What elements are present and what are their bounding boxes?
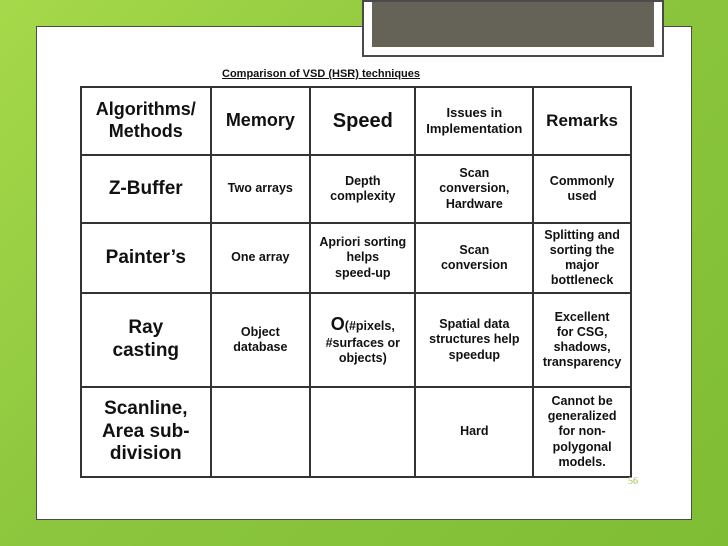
row-method: Ray casting (81, 293, 211, 387)
row-remarks: Commonly used (533, 155, 631, 223)
row-method: Scanline, Area sub- division (81, 387, 211, 477)
table-row (81, 387, 631, 477)
slide-page-number: 56 (628, 476, 638, 487)
row-method: Painter’s (81, 223, 211, 293)
header-issues: Issues in Implementation (415, 87, 533, 155)
row-remarks: Splitting and sorting the major bottleneck (533, 223, 631, 293)
row-memory: One array (211, 223, 311, 293)
table-row (81, 155, 631, 223)
header-remarks: Remarks (533, 87, 631, 155)
row-method: Z-Buffer (81, 155, 211, 223)
row-remarks: Excellent for CSG, shadows, transparency (533, 293, 631, 387)
row-speed (310, 387, 415, 477)
row-remarks: Cannot be generalized for non- polygonal models. (533, 387, 631, 477)
row-issues: Scan conversion, Hardware (415, 155, 533, 223)
row-issues: Hard (415, 387, 533, 477)
row-issues: Spatial data structures help speedup (415, 293, 533, 387)
row-speed: Apriori sorting helps speed-up (310, 223, 415, 293)
row-issues: Scan conversion (415, 223, 533, 293)
row-speed: Depth complexity (310, 155, 415, 223)
row-speed: O(#pixels, #surfaces or objects) (310, 293, 415, 387)
slide-title-fill (372, 2, 654, 47)
row-memory (211, 387, 311, 477)
row-memory: Object database (211, 293, 311, 387)
header-speed: Speed (310, 87, 415, 155)
comparison-table-image (76, 64, 632, 482)
header-memory: Memory (211, 87, 311, 155)
header-row (81, 87, 631, 155)
table-row (81, 293, 631, 387)
table-caption: Comparison of VSD (HSR) techniques (222, 68, 421, 80)
header-methods: Algorithms/ Methods (81, 87, 211, 155)
slide-title-box (362, 0, 664, 57)
comparison-table (80, 86, 632, 478)
row-memory: Two arrays (211, 155, 311, 223)
table-row (81, 223, 631, 293)
